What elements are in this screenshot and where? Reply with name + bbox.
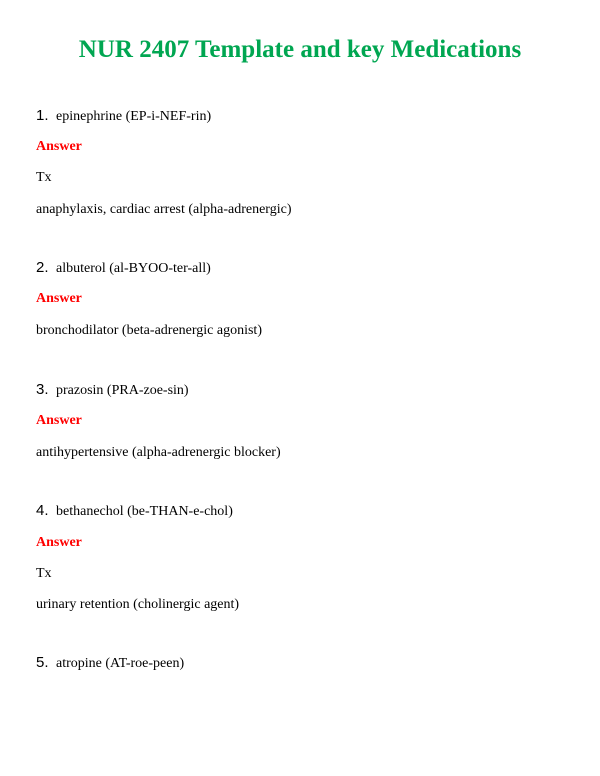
question-text: bethanechol (be-THAN-e-chol)	[56, 504, 233, 519]
answer-line: Tx	[36, 170, 52, 185]
question-1	[36, 106, 211, 126]
answer-line: Tx	[36, 566, 52, 581]
answer-label: Answer	[36, 291, 82, 306]
question-5	[36, 653, 184, 673]
question-number: 5.	[36, 654, 49, 671]
question-number: 3.	[36, 381, 49, 398]
answer-line: anaphylaxis, cardiac arrest (alpha-adrenergic)	[36, 202, 292, 217]
answer-line: antihypertensive (alpha-adrenergic blocker)	[36, 445, 281, 460]
question-text: epinephrine (EP-i-NEF-rin)	[56, 109, 212, 124]
question-number: 1.	[36, 107, 49, 124]
question-text: atropine (AT-roe-peen)	[56, 656, 185, 671]
question-2	[36, 258, 211, 278]
question-number: 4.	[36, 502, 49, 519]
question-number: 2.	[36, 259, 49, 276]
question-text: prazosin (PRA-zoe-sin)	[56, 383, 189, 398]
question-3	[36, 380, 189, 400]
page-title: NUR 2407 Template and key Medications	[78, 36, 522, 63]
question-4	[36, 501, 233, 521]
answer-line: bronchodilator (beta-adrenergic agonist)	[36, 323, 262, 338]
answer-label: Answer	[36, 413, 82, 428]
question-text: albuterol (al-BYOO-ter-all)	[56, 261, 211, 276]
answer-label: Answer	[36, 139, 82, 154]
answer-label: Answer	[36, 535, 82, 550]
answer-line: urinary retention (cholinergic agent)	[36, 597, 240, 612]
